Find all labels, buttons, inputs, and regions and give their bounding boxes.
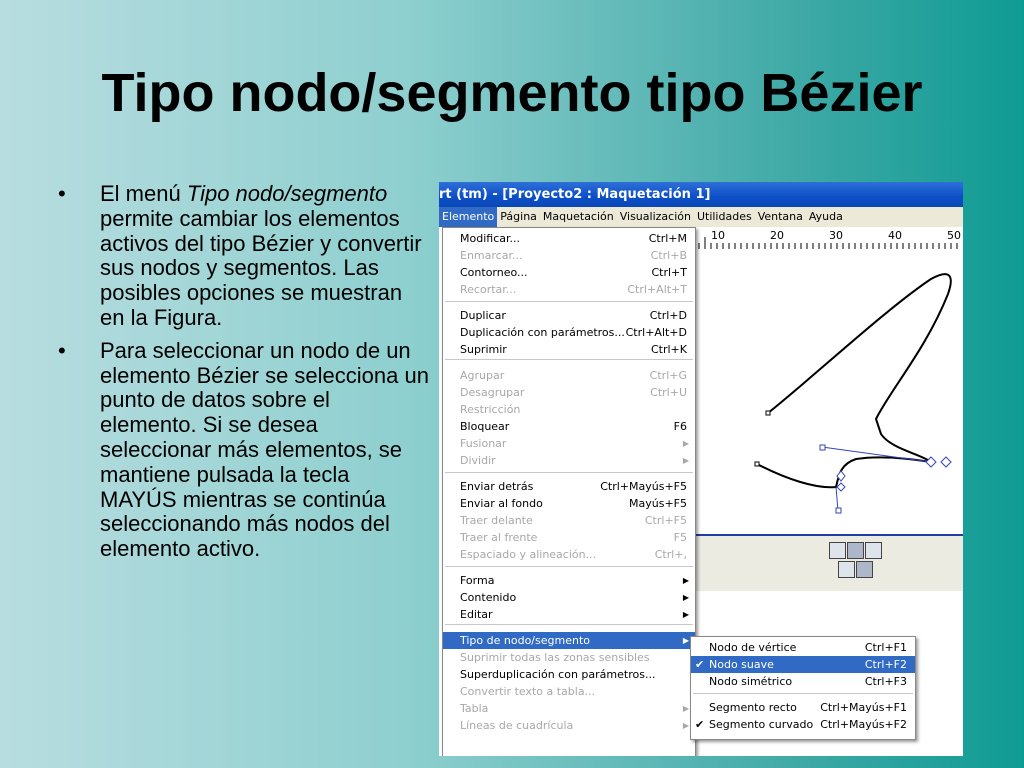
menu-item-label: Recortar... <box>460 283 517 296</box>
menu-maquetacion[interactable]: Maquetación <box>542 210 614 223</box>
bullet-item <box>58 182 430 331</box>
straight-segment-icon[interactable] <box>838 561 855 578</box>
menu-item[interactable] <box>443 384 695 401</box>
menu-item[interactable] <box>443 452 695 469</box>
bezier-node <box>755 462 759 466</box>
measurements-palette <box>691 534 963 593</box>
menu-item-shortcut: Ctrl+K <box>650 343 687 356</box>
menu-item-label: Suprimir todas las zonas sensibles <box>460 651 650 664</box>
menu-item[interactable] <box>443 341 695 358</box>
menu-item-label: Duplicar <box>460 309 506 322</box>
node-segment-submenu <box>690 636 916 740</box>
menu-item-shortcut: Ctrl+G <box>649 369 687 382</box>
menu-item[interactable] <box>443 401 695 418</box>
submenu-item-shortcut: Ctrl+F3 <box>864 675 907 688</box>
menu-item-shortcut: Ctrl+D <box>649 309 687 322</box>
menu-item-shortcut: Ctrl+Alt+T <box>627 283 687 296</box>
menu-separator <box>445 301 693 302</box>
menu-item[interactable] <box>443 281 695 298</box>
corner-node-icon[interactable] <box>829 542 846 559</box>
menu-item[interactable] <box>443 324 695 341</box>
menu-item[interactable] <box>443 666 695 683</box>
menu-item[interactable] <box>443 589 695 606</box>
symmetric-node-icon[interactable] <box>865 542 882 559</box>
menu-item-label: Dividir <box>460 454 496 467</box>
menu-item[interactable] <box>443 247 695 264</box>
menu-separator <box>445 472 693 473</box>
menu-item-shortcut: F6 <box>673 420 687 433</box>
checkmark-icon: ✔ <box>695 718 705 731</box>
menu-item[interactable] <box>443 700 695 717</box>
menu-item[interactable] <box>443 572 695 589</box>
menu-item-label: Restricción <box>460 403 521 416</box>
menu-item-label: Tipo de nodo/segmento <box>460 634 590 647</box>
bezier-curve <box>768 274 951 462</box>
menu-item-label: Agrupar <box>460 369 505 382</box>
menu-item[interactable] <box>443 649 695 666</box>
menu-item-shortcut: Ctrl+Alt+D <box>625 326 687 339</box>
menu-elemento[interactable]: Elemento <box>439 207 497 227</box>
selected-node <box>837 483 845 491</box>
bullet-text-italic: Tipo nodo/segmento <box>186 181 388 206</box>
submenu-arrow-icon: ▶ <box>682 704 689 713</box>
submenu-item[interactable] <box>691 673 915 690</box>
menu-item-label: Traer delante <box>460 514 533 527</box>
menu-item-shortcut: F5 <box>673 531 687 544</box>
submenu-item[interactable] <box>691 716 915 733</box>
menu-item[interactable] <box>443 478 695 495</box>
menu-item-label: Editar <box>460 608 493 621</box>
bullet-dot: • <box>58 181 66 206</box>
submenu-arrow-icon: ▶ <box>682 636 689 645</box>
bezier-curve <box>757 457 931 487</box>
control-point <box>820 445 825 450</box>
submenu-item[interactable] <box>691 699 915 716</box>
menu-visualizacion[interactable]: Visualización <box>619 210 691 223</box>
menu-item-label: Enmarcar... <box>460 249 523 262</box>
menu-bar <box>439 207 963 227</box>
submenu-item-label: Nodo de vértice <box>709 641 797 654</box>
menu-item-shortcut: Ctrl+U <box>650 386 687 399</box>
menu-item[interactable] <box>443 230 695 247</box>
menu-item-label: Traer al frente <box>460 531 538 544</box>
ruler-label: 10 <box>711 229 725 242</box>
submenu-item-label: Nodo suave <box>709 658 774 671</box>
menu-item[interactable] <box>443 264 695 281</box>
menu-ventana[interactable]: Ventana <box>757 210 803 223</box>
menu-item-shortcut: Ctrl+B <box>650 249 687 262</box>
menu-item-label: Bloquear <box>460 420 510 433</box>
menu-item-shortcut: Mayús+F5 <box>629 497 687 510</box>
menu-item[interactable] <box>443 717 695 734</box>
menu-item[interactable] <box>443 418 695 435</box>
menu-pagina[interactable]: Página <box>500 210 537 223</box>
ruler-label: 20 <box>770 229 784 242</box>
menu-item[interactable] <box>443 632 695 649</box>
menu-item-shortcut: Ctrl+, <box>654 548 687 561</box>
submenu-arrow-icon: ▶ <box>682 576 689 585</box>
ruler-label: 30 <box>829 229 843 242</box>
submenu-item[interactable] <box>691 656 915 673</box>
bullet-list <box>58 182 430 570</box>
menu-item-label: Desagrupar <box>460 386 525 399</box>
ruler-label: 40 <box>888 229 902 242</box>
checkmark-icon: ✔ <box>695 658 705 671</box>
menu-item[interactable] <box>443 546 695 563</box>
submenu-item[interactable] <box>691 639 915 656</box>
menu-separator <box>445 624 693 625</box>
menu-item-label: Fusionar <box>460 437 507 450</box>
submenu-item-label: Nodo simétrico <box>709 675 793 688</box>
submenu-arrow-icon: ▶ <box>682 439 689 448</box>
bullet-text-intro: El menú <box>100 181 187 206</box>
bezier-drawing[interactable] <box>691 249 963 539</box>
menu-item[interactable] <box>443 307 695 324</box>
submenu-item-shortcut: Ctrl+F1 <box>864 641 907 654</box>
menu-separator <box>693 693 913 694</box>
curved-segment-icon[interactable] <box>856 561 873 578</box>
menu-item-shortcut: Ctrl+M <box>648 232 687 245</box>
submenu-arrow-icon: ▶ <box>682 456 689 465</box>
menu-item-label: Líneas de cuadrícula <box>460 719 574 732</box>
menu-item[interactable] <box>443 512 695 529</box>
menu-item-label: Convertir texto a tabla... <box>460 685 596 698</box>
elemento-menu <box>442 227 696 756</box>
ruler-ticks <box>691 227 963 249</box>
menu-item-label: Superduplicación con parámetros... <box>460 668 656 681</box>
submenu-arrow-icon: ▶ <box>682 593 689 602</box>
submenu-item-shortcut: Ctrl+Mayús+F1 <box>820 701 907 714</box>
menu-item-shortcut: Ctrl+Mayús+F5 <box>600 480 687 493</box>
smooth-node-icon[interactable] <box>847 542 864 559</box>
control-point <box>836 508 841 513</box>
menu-item-label: Enviar detrás <box>460 480 534 493</box>
bullet-dot: • <box>58 337 66 363</box>
menu-item[interactable] <box>443 435 695 452</box>
menu-item-label: Enviar al fondo <box>460 497 543 510</box>
slide-title: Tipo nodo/segmento tipo Bézier <box>101 63 923 123</box>
submenu-item-label: Segmento recto <box>709 701 797 714</box>
window-title: rt (tm) - [Proyecto2 : Maquetación 1] <box>439 182 963 207</box>
menu-item-label: Duplicación con parámetros... <box>460 326 625 339</box>
submenu-arrow-icon: ▶ <box>682 721 689 730</box>
menu-item-shortcut: Ctrl+F5 <box>644 514 687 527</box>
submenu-arrow-icon: ▶ <box>682 610 689 619</box>
menu-item-shortcut: Ctrl+T <box>651 266 687 279</box>
selected-node <box>941 457 951 467</box>
menu-item[interactable] <box>443 606 695 623</box>
menu-item[interactable] <box>443 495 695 512</box>
menu-item-label: Modificar... <box>460 232 520 245</box>
menu-item[interactable] <box>443 367 695 384</box>
menu-item-label: Tabla <box>460 702 489 715</box>
menu-ayuda[interactable]: Ayuda <box>808 210 843 223</box>
menu-item-label: Espaciado y alineación... <box>460 548 597 561</box>
menu-item-label: Contorneo... <box>460 266 528 279</box>
bullet-text: Para seleccionar un nodo de un elemento Bézier se selecciona un punto de datos sobre el elemento. Si se desea seleccionar más elementos, se mantiene pulsada la tecla MAYÚS mientras se continúa seleccionando más nodos del elemento activo. <box>100 337 429 562</box>
menu-item-label: Contenido <box>460 591 517 604</box>
menu-separator <box>445 359 693 360</box>
menu-item-label: Forma <box>460 574 495 587</box>
menu-item[interactable] <box>443 529 695 546</box>
bullet-item <box>58 339 430 562</box>
menu-separator <box>445 566 693 567</box>
selected-node <box>926 457 936 467</box>
bullet-text-rest: permite cambiar los elementos activos del tipo Bézier y convertir sus nodos y segmentos. Las posibles opciones se muestran en la Figura. <box>100 205 422 330</box>
app-screenshot <box>439 182 963 756</box>
menu-item-label: Suprimir <box>460 343 507 356</box>
submenu-item-label: Segmento curvado <box>709 718 814 731</box>
ruler-label: 50 <box>947 229 961 242</box>
menu-item[interactable] <box>443 683 695 700</box>
bezier-node <box>766 411 770 415</box>
menu-utilidades[interactable]: Utilidades <box>696 210 752 223</box>
submenu-item-shortcut: Ctrl+F2 <box>864 658 907 671</box>
control-handle <box>836 487 838 511</box>
submenu-item-shortcut: Ctrl+Mayús+F2 <box>820 718 907 731</box>
horizontal-ruler[interactable] <box>691 227 963 250</box>
